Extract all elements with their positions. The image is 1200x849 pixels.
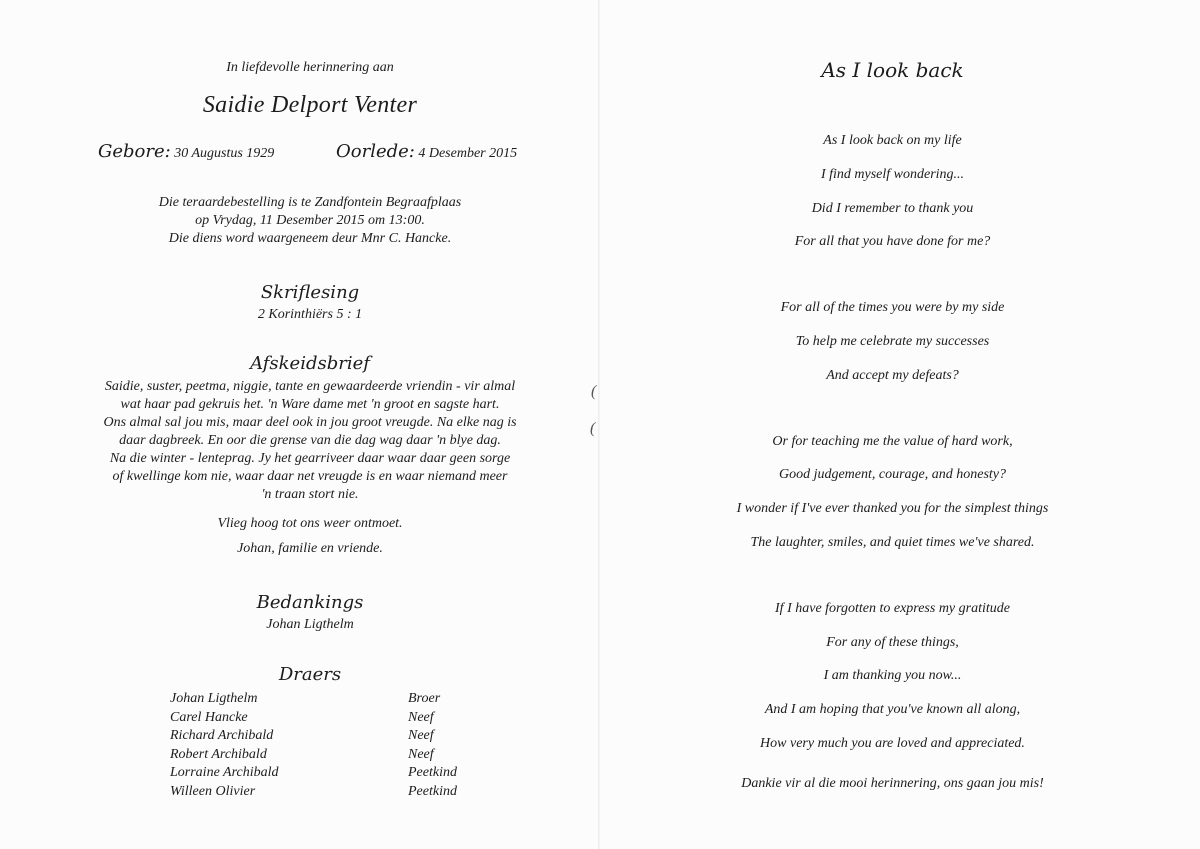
bearer-name: Johan Ligthelm [170,691,258,706]
bearer-name: Richard Archibald [170,728,274,743]
letter-line: wat haar pad gekruis het. 'n Ware dame met 'n groot en sagste hart. [120,397,500,412]
letter-signoff: Johan, familie en vriende. [237,541,383,556]
bearer-relation: Peetkind [408,783,457,799]
poem-line: I find myself wondering... [820,166,965,182]
bearer-row [170,690,457,709]
bearers-heading: Draers [278,664,342,685]
bearer-relation: Peetkind [408,765,457,780]
letter-line: 'n traan stort nie. [261,487,359,502]
bearers-list [170,690,457,801]
bearer-row [170,709,457,728]
poem-line: How very much you are loved and appreciated. [760,735,1025,751]
bearer-name: Lorraine Archibald [170,765,279,780]
funeral-line: Die teraardebestelling is te Zandfontein Begraafplaas [158,195,462,210]
intro-text: In liefdevolle herinnering aan [226,60,394,75]
funeral-line: op Vrydag, 11 Desember 2015 om 13:00. [195,213,425,228]
letter-line: of kwellinge kom nie, waar daar net vreugde is en waar niemand meer [112,469,508,484]
poem-stanza [620,297,1165,398]
poem-stanza [620,431,1165,566]
poem-stanza [620,598,1165,767]
bearer-row [170,783,457,802]
funeral-details [40,194,580,248]
poem-title: As I look back [821,58,964,82]
right-page [620,0,1165,849]
letter-line: daar dagbreek. En oor die grense van die dag wag daar 'n blye dag. [119,433,501,448]
poem-line: And accept my defeats? [826,367,959,383]
born-group [98,141,274,162]
letter-line: Na die winter - lenteprag. Jy het gearriveer daar waar daar geen sorge [109,451,511,466]
deceased-name: Saidie Delport Venter [202,92,418,118]
bearer-row [170,746,457,765]
poem-line: For all of the times you were by my side [780,300,1005,316]
born-label: Gebore: [98,141,171,162]
funeral-line: Die diens word waargeneem deur Mnr C. Hancke. [168,231,452,246]
poem-line: The laughter, smiles, and quiet times we've shared. [750,534,1035,550]
left-page [40,0,580,849]
thanks-name: Johan Ligthelm [266,617,354,632]
poem-line: I wonder if I've ever thanked you for the simplest things [736,501,1049,517]
bearer-relation: Broer [408,691,441,706]
poem-line: To help me celebrate my successes [795,333,990,349]
poem-line: Good judgement, courage, and honesty? [778,467,1007,483]
fold-mark: ( [591,383,597,400]
scripture-reference: 2 Korinthiërs 5 : 1 [257,307,363,322]
farewell-message: Dankie vir al die mooi herinnering, ons gaan jou mis! [741,776,1044,791]
fold-mark: ( [590,420,596,437]
poem-line: As I look back on my life [823,133,962,148]
letter-line: Ons almal sal jou mis, maar deel ook in jou groot vreugde. Na elke nag is [103,415,517,430]
poem-line: For all that you have done for me? [794,234,991,250]
bearer-relation: Neef [408,728,434,743]
bearer-name: Willeen Olivier [170,783,256,799]
poem-line: For any of these things, [826,634,959,650]
letter-heading: Afskeidsbrief [250,353,370,374]
born-date: 30 Augustus 1929 [174,146,275,161]
died-label: Oorlede: [336,141,415,162]
scripture-heading: Skriflesing [260,282,360,303]
died-group [336,141,517,162]
letter-line: Saidie, suster, peetma, niggie, tante en gewaardeerde vriendin - vir almal [104,379,516,394]
poem-line: I am thanking you now... [823,668,962,684]
poem [620,130,1165,799]
bearer-row [170,764,457,783]
thanks-heading: Bedankings [256,592,364,613]
page-fold [598,0,600,849]
bearer-relation: Neef [408,746,434,762]
poem-line: If I have forgotten to express my gratitude [775,600,1010,616]
bearer-name: Carel Hancke [170,709,248,725]
bearer-relation: Neef [408,709,434,725]
died-date: 4 Desember 2015 [418,146,518,161]
poem-line: And I am hoping that you've known all along, [764,702,1021,718]
bearer-name: Robert Archibald [170,746,267,762]
poem-stanza [620,130,1165,265]
poem-line: Did I remember to thank you [811,200,974,216]
letter-closing: Vlieg hoog tot ons weer ontmoet. [217,516,403,531]
bearer-row [170,727,457,746]
farewell-letter [60,378,560,504]
poem-line: Or for teaching me the value of hard work, [772,433,1013,449]
